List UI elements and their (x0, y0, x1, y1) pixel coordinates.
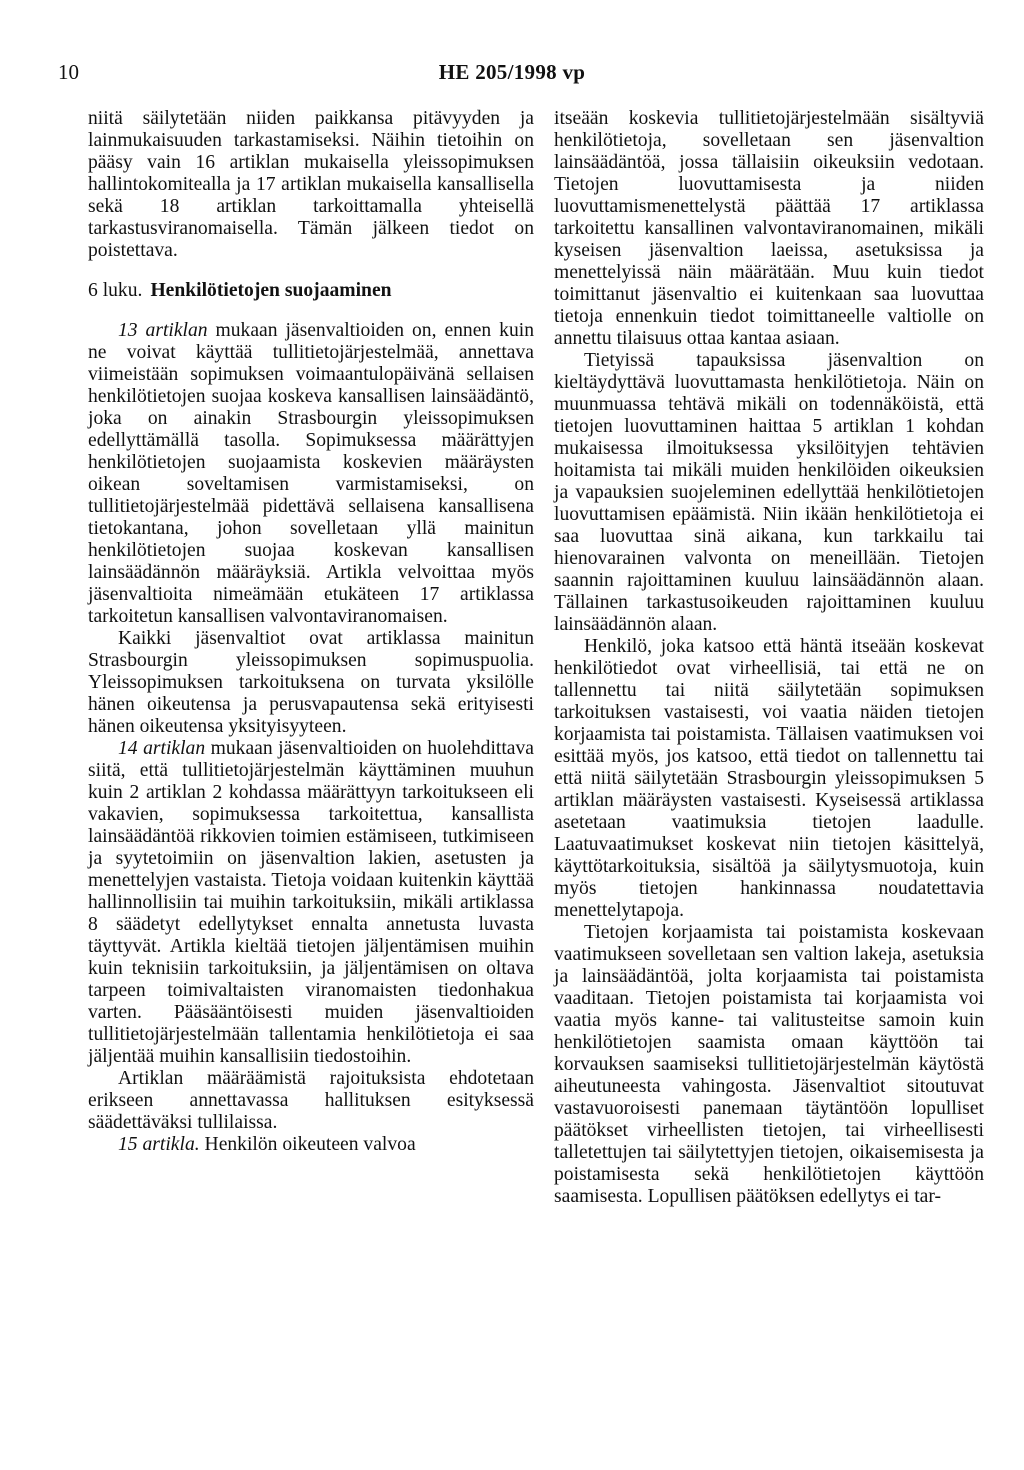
chapter-heading (88, 280, 534, 302)
paragraph (88, 320, 534, 628)
left-column (88, 108, 534, 1156)
paragraph: Kaikki jäsenvaltiot ovat artiklassa mainitun Strasbourgin yleissopimuksen sopimuspuolia. Yleissopimuksen tarkoituksena on turvata yksilölle hänen oikeutensa ja perusvapautensa sekä erityisesti hänen oikeutensa yksityisyyteen. (88, 628, 534, 737)
document-id: HE 205/1998 vp (438, 60, 586, 84)
paragraph (88, 1134, 534, 1156)
paragraph-text: Henkilön oikeuteen valvoa (199, 1134, 416, 1155)
paragraph: Tietyissä tapauksissa jäsenvaltion on kieltäydyttävä luovuttamasta henkilötietoja. Näin on muunmuassa tehtävä mikäli on todennäköistä, että tietojen luovuttaminen haittaa 5 artiklan 1 kohdan mukaisessa ilmoituksessa yksilöityjen tehtävien hoitamista tai mikäli muiden henkilöiden oikeuksien ja vapauksien suojeleminen edellyttää henkilötietojen luovuttamisen epäämistä. Niin ikään henkilötietoja ei saa luovuttaa sinä aikana, kun tarkkailu tai hienovarainen valvonta on meneillään. Tietojen saannin rajoittaminen kuuluu lainsäädännön alaan. Tällainen tarkastusoikeuden rajoittaminen kuuluu lainsäädännön alaan. (554, 350, 984, 635)
article-reference: 15 artikla. (118, 1134, 200, 1155)
paragraph: Henkilö, joka katsoo että häntä itseään koskevat henkilötiedot ovat virheellisiä, tai että ne on tallennettu tai niitä säilytetään sopimuksen tarkoituksen vastaisesti, voi vaatia näiden tietojen korjaamista tai poistamista. Tällaisen vaatimuksen voi esittää myös, jos katsoo, että tiedot on tallennettu tai että niitä säilytetään Strasbourgin yleissopimuksen 5 artiklan määräysten vastaisesti. Kyseisessä artiklassa asetetaan vaatimuksia tietojen laadulle. Laatuvaatimukset koskevat niin tietojen käsittelyä, käyttötarkoituksia, sisältöä ja säilytysmuotoja, kuin myös tietojen hankinnassa noudatettavia menettelytapoja. (554, 636, 984, 921)
paragraph: itseään koskevia tullitietojärjestelmään sisältyviä henkilötietoja, sovelletaan sen jäsenvaltion lainsäädäntöä, jossa tällaisiin oikeuksiin vedotaan. Tietojen luovuttamisesta ja niiden luovuttamismenettelystä päättää 17 artiklassa tarkoitettu kansallinen valvontaviranomainen, mikäli kyseisen jäsenvaltion laeissa, asetuksissa ja menettelyissä näin määrätään. Muu kuin tiedot toimittanut jäsenvaltio ei kuitenkaan saa luovuttaa tietoja ennenkuin tiedot toimittaneelle valtiolle on annettu tilaisuus ottaa kantaa asiaan. (554, 108, 984, 349)
paragraph: Tietojen korjaamista tai poistamista koskevaan vaatimukseen sovelletaan sen valtion lakeja, asetuksia ja lainsäädäntöä, jolta korjaamista tai poistamista vaaditaan. Tietojen poistamista tai korjaamista voi vaatia myös kanne- tai valitusteitse samoin kuin henkilötietojen saamista omaan käyttöön tai korvauksen saamiseksi tullitietojärjestelmän käytöstä aiheutuneesta vahingosta. Jäsenvaltiot sitoutuvat vastavuoroisesti panemaan täytäntöön lopulliset päätökset virheellisten tietojen, tai virheellisesti talletettujen tai säilytettyjen tietojen, oikaisemisesta ja poistamisesta sekä henkilötietojen käyttöön saamisesta. Lopullisen päätöksen edellytys ei tar- (554, 922, 984, 1207)
chapter-title: Henkilötietojen suojaaminen (150, 280, 392, 301)
paragraph: Artiklan määräämistä rajoituksista ehdotetaan erikseen annettavassa hallituksen esityksessä säädettäväksi tullilaissa. (88, 1068, 534, 1133)
article-reference: 13 artiklan (118, 320, 208, 341)
page-number: 10 (58, 60, 79, 84)
right-column (554, 108, 984, 1208)
paragraph (88, 738, 534, 1068)
paragraph: niitä säilytetään niiden paikkansa pitävyyden ja lainmukaisuuden tarkastamiseksi. Näihin tietoihin on pääsy vain 16 artiklan mukaisella yleissopimuksen hallintokomitealla ja 17 artiklan mukaisella kansallisella sekä 18 artiklan tarkoittamalla yhteisellä tarkastusviranomaisella. Tämän jälkeen tiedot on poistettava. (88, 108, 534, 261)
paragraph-text: mukaan jäsenvaltioiden on, ennen kuin ne voivat käyttää tullitietojärjestelmää, annettava viimeistään sopimuksen voimaantulopäivänä sellaisen henkilötietojen suojaa koskeva kansallisen lainsäädäntö, joka on ainakin Strasbourgin yleissopimuksen edellyttämällä tasolla. Sopimuksessa määrättyjen henkilötietojen suojaamista koskevien määräysten oikean soveltamisen varmistamiseksi, on tullitietojärjestelmää pidettävä sellaisena kansallisena tietokantana, johon sovelletaan yllä mainitun henkilötietojen suojaa koskevan kansallisen lainsäädännön määräyksiä. Artikla velvoittaa myös jäsenvaltioita nimeämään etukäteen 17 artiklassa tarkoitetun kansallisen valvontaviranomaisen. (88, 320, 534, 627)
chapter-number: 6 luku. (88, 280, 143, 301)
paragraph-text: mukaan jäsenvaltioiden on huolehdittava siitä, että tullitietojärjestelmän käyttäminen muuhun kuin 2 artiklan 2 kohdassa määrättyyn tarkoitukseen eli vakavien, sopimuksessa tarkoitettua, kansallista lainsäädäntöä rikkovien toimien estämiseen, tutkimiseen ja syytetoimiin on jäsenvaltion lakien, asetusten ja menettelyjen vastaista. Tietoja voidaan kuitenkin käyttää hallinnollisiin tai muihin tarkoituksiin, mikäli artiklassa 8 säädetyt edellytykset ennalta annetusta luvasta täyttyvät. Artikla kieltää tietojen jäljentämisen muihin kuin teknisiin tarkoituksiin, ja jäljentämisen on oltava tarpeen toimivaltaisten viranomaisten tiedonhakua varten. Pääsääntöisesti muiden jäsenvaltioiden tullitietojärjestelmään tallentamia henkilötietoja ei saa jäljentää muihin kansallisiin tiedostoihin. (88, 738, 534, 1067)
article-reference: 14 artiklan (118, 738, 206, 759)
